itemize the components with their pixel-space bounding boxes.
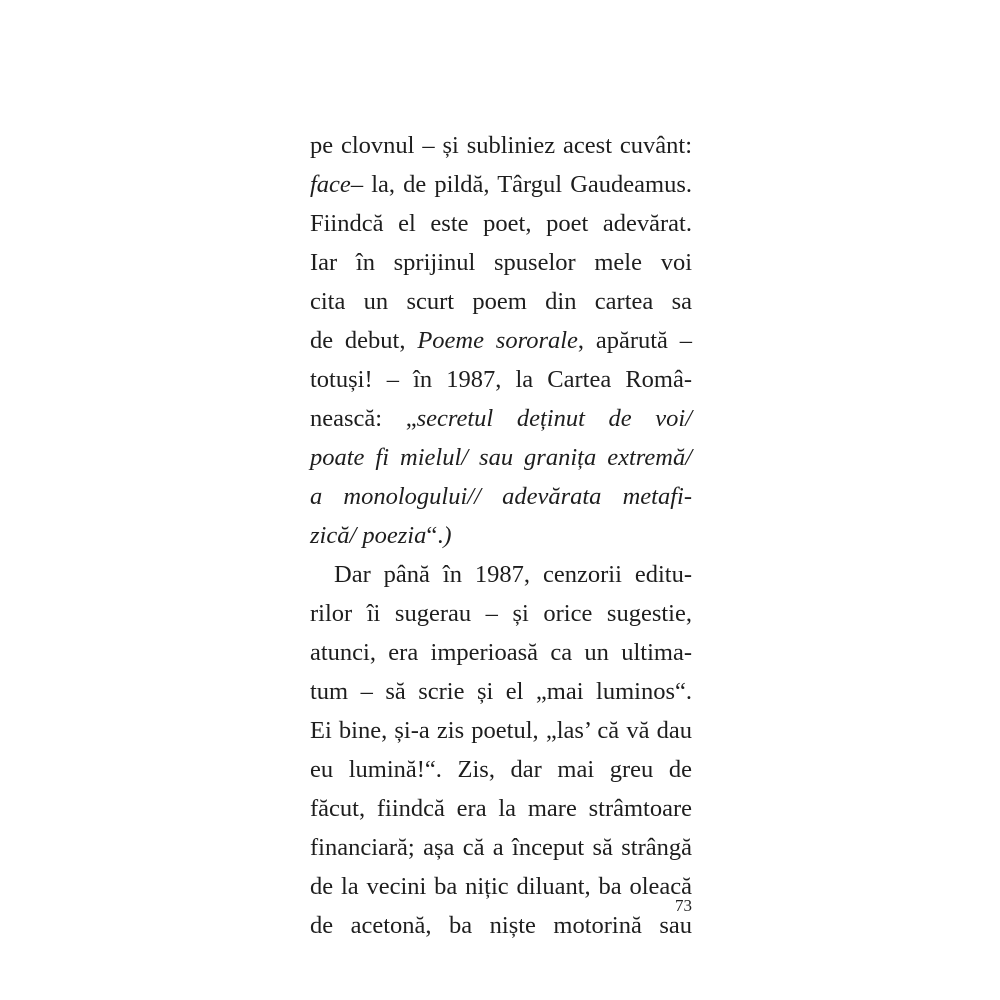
text-line: de acetonă, ba niște motorină sau <box>310 912 692 939</box>
page-number: 73 <box>675 896 692 915</box>
text-line: face– la, de pildă, Târgul Gaudeamus. <box>310 171 692 198</box>
text-line: pe clovnul – și subliniez acest cuvânt: <box>310 132 692 159</box>
text-line: Ei bine, și-a zis poetul, „las’ că vă dau <box>310 717 692 744</box>
text-line: eu lumină!“. Zis, dar mai greu de <box>310 756 692 783</box>
text-line: de debut, Poeme sororale, apărută – <box>310 327 692 354</box>
text-line: financiară; așa că a început să strângă <box>310 834 692 861</box>
text-line: tum – să scrie și el „mai luminos“. <box>310 678 692 705</box>
text-line: poate fi mielul/ sau granița extremă/ <box>310 444 692 471</box>
text-line: Fiindcă el este poet, poet adevărat. <box>310 210 692 237</box>
text-line: făcut, fiindcă era la mare strâmtoare <box>310 795 692 822</box>
text-line: a monologului// adevărata metafi- <box>310 483 692 510</box>
text-line: cita un scurt poem din cartea sa <box>310 288 692 315</box>
text-line: Iar în sprijinul spuselor mele voi <box>310 249 692 276</box>
paragraph-first-line: Dar până în 1987, cenzorii editu- <box>334 561 692 588</box>
text-line: zică/ poezia“.) <box>310 522 452 549</box>
text-line: nească: „secretul deținut de voi/ <box>310 405 692 432</box>
text-line: rilor îi sugerau – și orice sugestie, <box>310 600 692 627</box>
text-line: de la vecini ba nițic diluant, ba oleacă <box>310 873 692 900</box>
text-line: atunci, era imperioasă ca un ultima- <box>310 639 692 666</box>
text-line: totuși! – în 1987, la Cartea Româ- <box>310 366 692 393</box>
